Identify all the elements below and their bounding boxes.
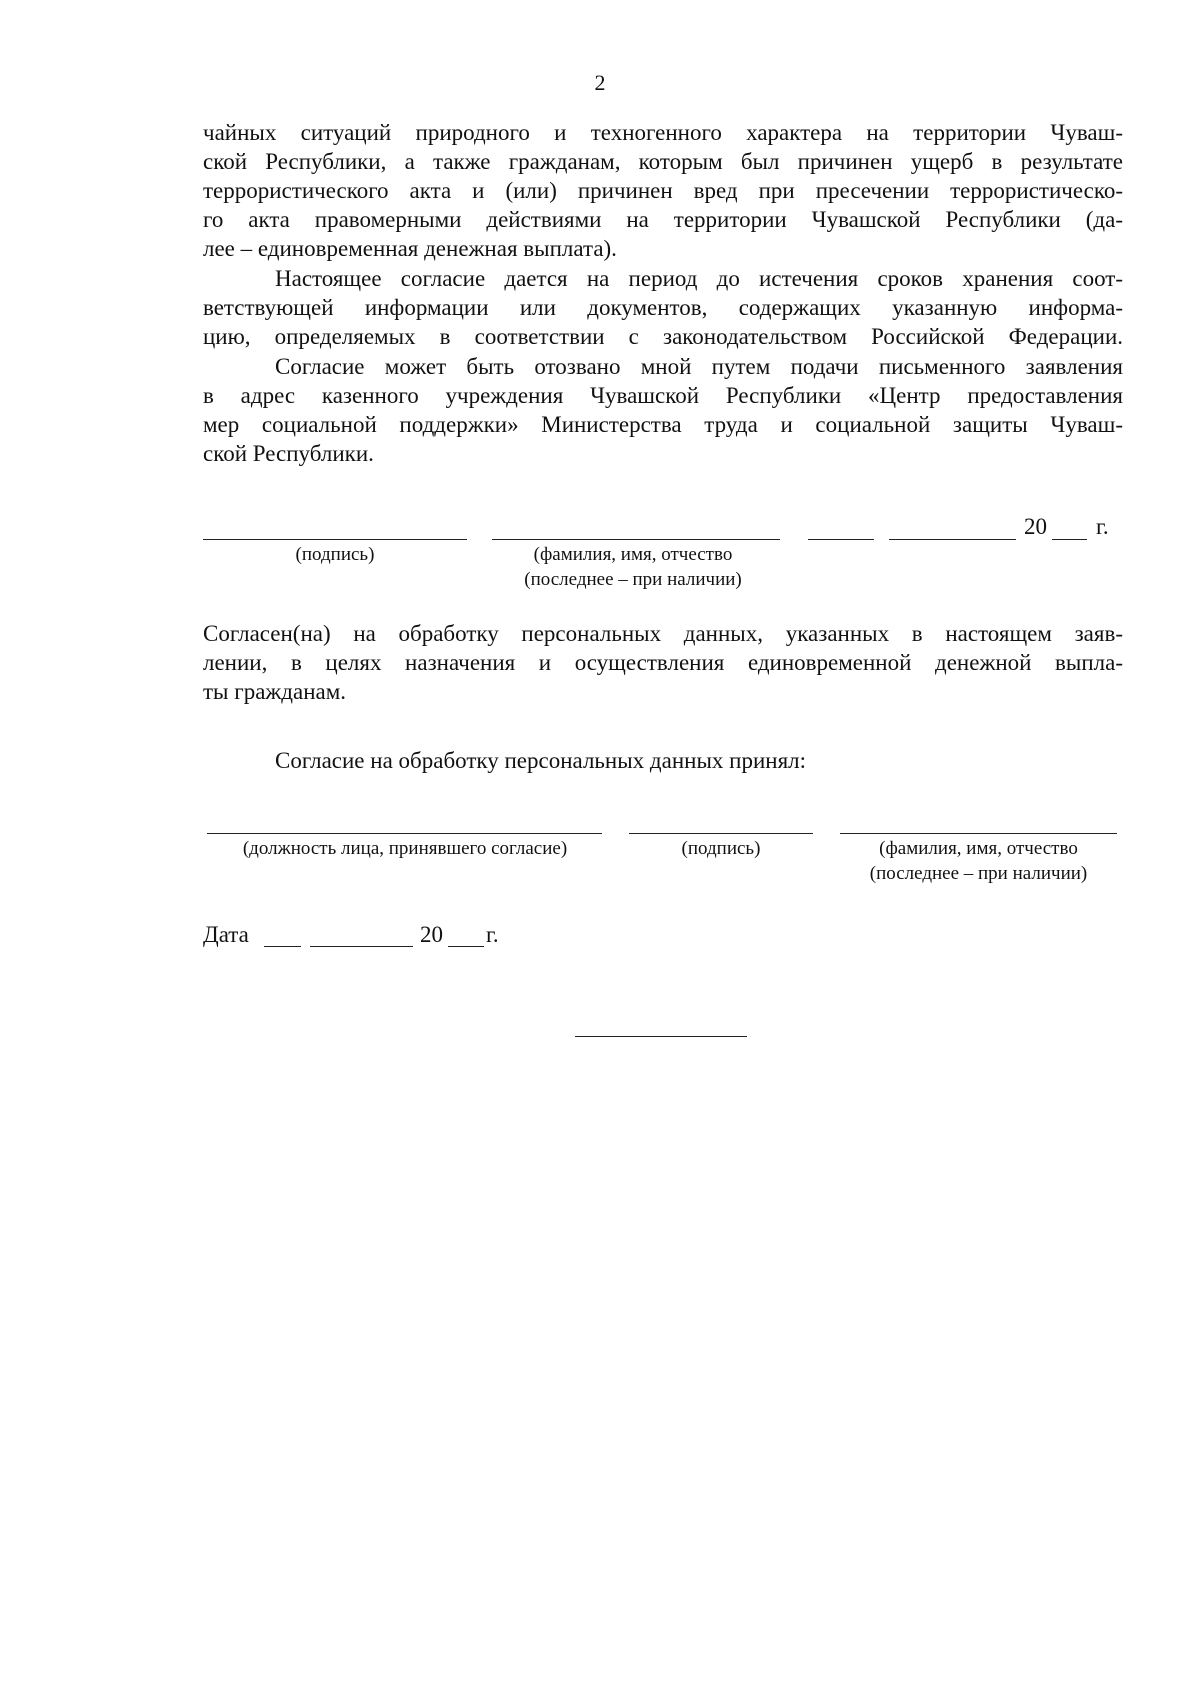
paragraph-continuation: [203, 118, 1123, 263]
text-line: чайных ситуаций природного и техногенного характера на территории Чуваш-: [203, 120, 1123, 145]
text-line: ветствующей информации или документов, содержащих указанную информа-: [203, 295, 1123, 320]
date-row-day-line[interactable]: [264, 946, 301, 947]
date-row-month-line[interactable]: [310, 946, 413, 947]
signature-caption: (подпись): [295, 544, 375, 565]
page-number: 2: [594, 70, 606, 95]
official-signature-caption: (подпись): [681, 838, 761, 859]
text-line: Настоящее согласие дается на период до истечения сроков хранения соот-: [275, 266, 1123, 291]
official-signature-line[interactable]: [629, 833, 813, 834]
text-line: ты гражданам.: [203, 679, 347, 704]
text-line: го акта правомерными действиями на территории Чувашской Республики (да-: [203, 207, 1123, 232]
paragraph-consent-period: [203, 264, 1123, 351]
text-line: террористического акта и (или) причинен вред при пресечении террористическо-: [203, 178, 1123, 203]
date-year-line[interactable]: [1052, 539, 1087, 540]
date-day-line[interactable]: [808, 539, 874, 540]
text-line: ской Республики, а также гражданам, которым был причинен ущерб в результате: [203, 149, 1123, 174]
text-line: лении, в целях назначения и осуществления единовременной денежной выпла-: [203, 650, 1123, 675]
accepted-by-label: Согласие на обработку персональных данных принял:: [275, 748, 807, 773]
year-prefix: 20: [1024, 514, 1047, 539]
full-name-line[interactable]: [492, 539, 780, 540]
text-line: лее – единовременная денежная выплата).: [203, 236, 617, 261]
signature-line[interactable]: [203, 539, 467, 540]
text-line: ской Республики.: [203, 441, 374, 466]
paragraph-revocation: [203, 352, 1123, 468]
text-line: цию, определяемых в соответствии с законодательством Российской Федерации.: [203, 324, 1123, 349]
position-line[interactable]: [207, 833, 602, 834]
year-suffix: г.: [1096, 514, 1109, 539]
text-line: Согласен(на) на обработку персональных данных, указанных в настоящем заяв-: [203, 621, 1123, 646]
date-row-year-line[interactable]: [448, 946, 484, 947]
official-name-caption-line1: (фамилия, имя, отчество: [879, 838, 1078, 859]
end-separator-line: [575, 1036, 747, 1037]
date-row-year-suffix: г.: [486, 922, 499, 947]
text-line: мер социальной поддержки» Министерства труда и социальной защиты Чуваш-: [203, 412, 1123, 437]
text-line: Согласие может быть отозвано мной путем подачи письменного заявления: [275, 354, 1123, 379]
text-line: в адрес казенного учреждения Чувашской Республики «Центр предоставления: [203, 383, 1123, 408]
official-name-line[interactable]: [840, 833, 1117, 834]
date-label: Дата: [203, 922, 249, 947]
name-caption-line1: (фамилия, имя, отчество: [533, 544, 733, 565]
official-name-caption-line2: (последнее – при наличии): [869, 863, 1088, 884]
date-row-year-prefix: 20: [420, 922, 443, 947]
name-caption-line2: (последнее – при наличии): [524, 569, 742, 590]
paragraph-processing-consent: [203, 619, 1123, 706]
position-caption: (должность лица, принявшего согласие): [242, 838, 568, 859]
date-month-line[interactable]: [889, 539, 1016, 540]
